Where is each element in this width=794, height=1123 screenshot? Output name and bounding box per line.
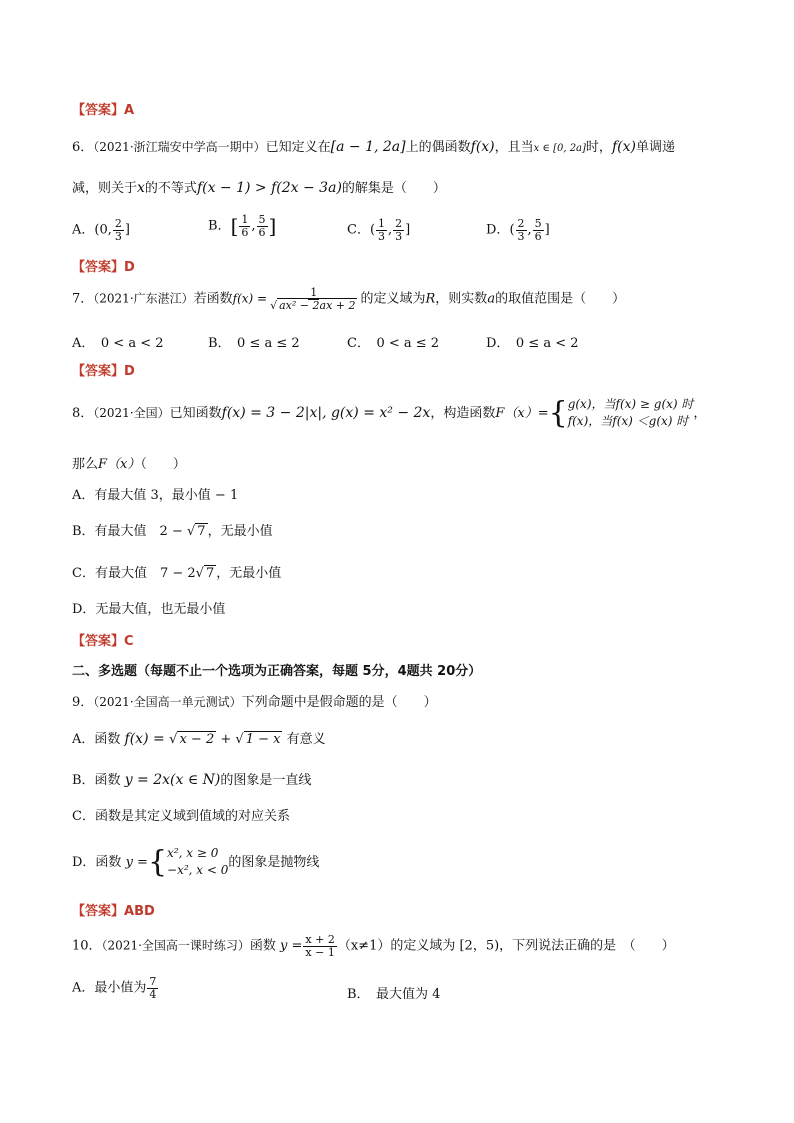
answer-value: A [124, 103, 135, 118]
question-8-line-1: 8．（2021·全国）已知函数f(x) = 3 − 2|x|, g(x) = x² − 2x，构造函数F（x）={ g(x)，当f(x) ≥ g(x) 时 f(x)，当f(x) ＜g(x) 时 ， [72, 395, 707, 431]
question-source: （2021·全国高一课时练习） [101, 938, 250, 953]
question-9-option-c: C．函数是其定义域到值域的对应关系 [72, 809, 290, 824]
question-6-option-c: C．( $\frac{1}{3}$ , $\frac{2}{3}$ ] [347, 217, 411, 243]
answer-label: 【答案】 [72, 103, 125, 118]
answer-8: 【答案】C [72, 634, 134, 649]
answer-5 [72, 103, 134, 119]
piecewise-cases: g(x)，当f(x) ≥ g(x) 时 f(x)，当f(x) ＜g(x) 时 [567, 397, 694, 429]
question-9-option-a: A．函数 f(x) = √ x − 2 + √ 1 − x 有意义 [72, 731, 326, 747]
answer-9: 【答案】ABD [72, 904, 155, 919]
fraction: $\frac{2}{3}$ [114, 217, 122, 243]
question-9-option-b: B．函数 y = 2x(x ∈ N)的图象是一直线 [72, 772, 312, 788]
question-10-option-b: B． 最大值为 4 [347, 987, 441, 1002]
question-source: （2021·浙江瑞安中学高一期中） [93, 140, 266, 154]
answer-7: 【答案】D [72, 364, 135, 379]
question-source: （2021·广东湛江） [93, 291, 194, 306]
question-7-line-1: 7．（2021·广东湛江）若函数f(x) = $\frac{1}{\text{√ ax² − 2ax + 2}}$ 的定义域为R，则实数a的取值范围是（ ） [72, 286, 626, 312]
piecewise-cases: x², x ≥ 0 −x², x < 0 [167, 846, 229, 878]
question-6-option-a: A．(0, $\frac{2}{3}$ ] [72, 217, 130, 243]
fraction: $\frac{1}{\text{√ ax² − 2ax + 2}}$ [270, 286, 356, 312]
question-8-option-d: D．无最大值，也无最小值 [72, 602, 226, 617]
section-heading: 二、多选题（每题不止一个选项为正确答案，每题 5分，4题共 20分） [72, 664, 482, 679]
fraction: $\frac{x + 2}{x - 1}$ [305, 933, 335, 959]
question-6-line-1: 6．（2021·浙江瑞安中学高一期中）已知定义在[a − 1, 2a]上的偶函数f(x)，且当x ∈ [0, 2a]时，f(x)单调递 [72, 139, 675, 155]
question-6-option-b: B．[ $\frac{1}{6}$ , $\frac{5}{6}$ ] [208, 213, 277, 239]
question-9-option-d: D．函数 y ={ x², x ≥ 0 −x², x < 0 的图象是抛物线 [72, 844, 320, 880]
question-8-option-a: A．有最大值 3，最小值 − 1 [72, 488, 239, 503]
question-7-option-d: D． 0 ≤ a < 2 [486, 336, 579, 351]
question-7-option-c: C． 0 < a ≤ 2 [347, 336, 440, 351]
question-source: （2021·全国高一单元测试） [93, 695, 242, 709]
question-8-option-b: B．有最大值 2 − √ 7 ，无最小值 [72, 524, 273, 539]
question-9-line-1: 9．（2021·全国高一单元测试）下列命题中是假命题的是（ ） [72, 695, 437, 710]
question-10-line-1: 10．（2021·全国高一课时练习）函数 y = $\frac{x + 2}{x - 1}$ （x≠1）的定义域为 [2，5)，下列说法正确的是 （ ） [72, 933, 675, 959]
question-8-line-2: 那么F（x）（ ） [72, 457, 186, 472]
question-10-option-a: A．最小值为 $\frac{7}{4}$ [72, 975, 157, 1001]
answer-6: 【答案】D [72, 260, 135, 275]
question-6-option-d: D．( $\frac{2}{3}$ , $\frac{5}{6}$ ] [486, 217, 550, 243]
question-7-option-b: B． 0 ≤ a ≤ 2 [208, 336, 300, 351]
question-6-line-2: 减，则关于x的不等式f(x − 1) > f(2x − 3a)的解集是（ ） [72, 180, 446, 196]
question-8-option-c: C．有最大值 7 − 2√ 7 ，无最小值 [72, 566, 282, 581]
question-7-option-a: A． 0 < a < 2 [72, 336, 164, 351]
question-source: （2021·全国） [93, 405, 170, 420]
